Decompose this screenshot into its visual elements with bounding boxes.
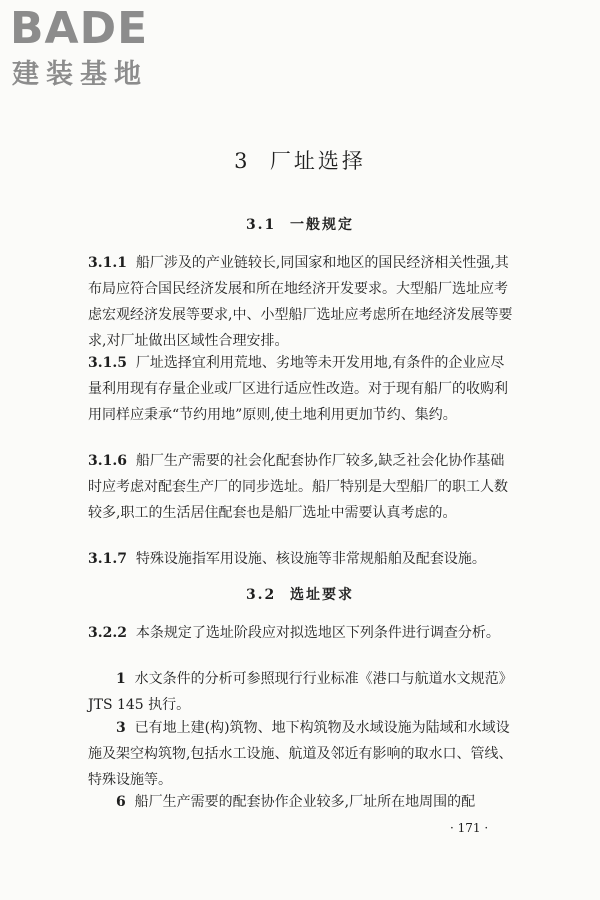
section-title-3-2 [0,585,600,605]
chapter-title [0,146,600,176]
clause-3-2-2 [88,620,518,646]
clause-number: 3.1.7 [88,551,127,567]
clause-number: 3.2.2 [88,625,127,641]
item-number: 6 [116,794,126,810]
logo-subtitle: 建装基地 [12,59,148,90]
clause-number: 3.1.6 [88,453,127,469]
chapter-name: 厂址选择 [269,149,366,173]
section-title-3-1 [0,215,600,235]
clause-text: 本条规定了选址阶段应对拟选地区下列条件进行调查分析。 [135,625,500,641]
page-number: · 171 · [450,821,489,835]
clause-3-1-6 [88,448,518,526]
clause-number: 3.1.5 [88,355,127,371]
bade-logo [10,4,180,96]
clause-text: 船厂生产需要的社会化配套协作厂较多,缺乏社会化协作基础时应考虑对配套生产厂的同步选址。船厂特别是大型船厂的职工人数较多,职工的生活居住配套也是船厂选址中需要认真考虑的。 [88,453,508,521]
section-number: 3.1 [245,217,277,233]
clause-3-1-5 [88,350,518,428]
section-number: 3.2 [245,587,277,603]
section-name: 一般规定 [290,217,355,233]
item-3 [88,715,518,793]
item-number: 3 [116,720,126,736]
clause-number: 3.1.1 [88,255,127,271]
logo-title: BADE [10,3,149,54]
clause-3-1-7 [88,546,518,572]
item-1 [88,666,518,718]
clause-3-1-1 [88,250,518,354]
clause-text: 船厂涉及的产业链较长,同国家和地区的国民经济相关性强,其布局应符合国民经济发展和所在地经济开发要求。大型船厂选址应考虑宏观经济发展等要求,中、小型船厂选址应考虑所在地经济发展等要求,对厂址做出区域性合理安排。 [88,255,513,349]
item-text: 水文条件的分析可参照现行行业标准《港口与航道水文规范》JTS 145 执行。 [88,671,513,713]
item-6 [88,789,518,815]
item-text: 船厂生产需要的配套协作企业较多,厂址所在地周围的配 [134,794,476,810]
item-number: 1 [116,671,126,687]
section-name: 选址要求 [290,587,355,603]
clause-text: 厂址选择宜利用荒地、劣地等未开发用地,有条件的企业应尽量利用现有存量企业或厂区进行适应性改造。对于现有船厂的收购利用同样应秉承“节约用地”原则,使土地利用更加节约、集约。 [88,355,508,423]
item-text: 已有地上建(构)筑物、地下构筑物及水域设施为陆域和水域设施及架空构筑物,包括水工设施、航道及邻近有影响的取水口、管线、特殊设施等。 [88,720,513,788]
chapter-number: 3 [234,149,251,173]
clause-text: 特殊设施指军用设施、核设施等非常规船舶及配套设施。 [135,551,486,567]
